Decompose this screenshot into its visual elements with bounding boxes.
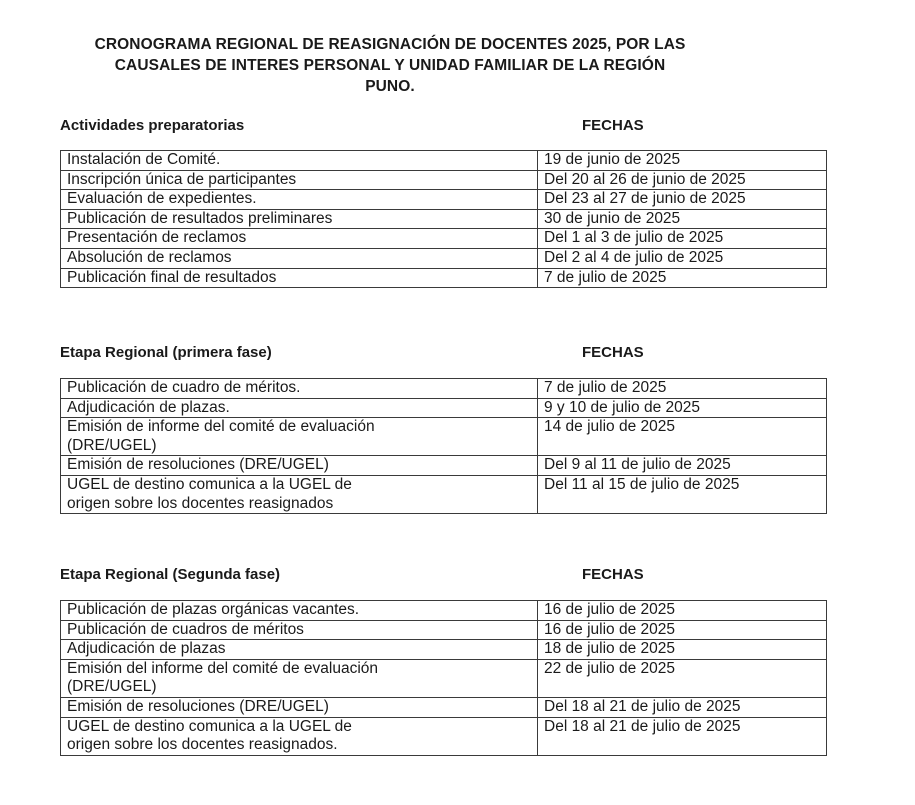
title-line-3: PUNO. [365, 78, 415, 95]
activity-cell: Inscripción única de participantes [61, 170, 538, 190]
activity-cell [61, 717, 538, 755]
date-cell: 22 de julio de 2025 [538, 659, 827, 697]
date-cell: Del 18 al 21 de julio de 2025 [538, 697, 827, 717]
activity-cell: Emisión de resoluciones (DRE/UGEL) [61, 697, 538, 717]
date-cell: 16 de julio de 2025 [538, 620, 827, 640]
activity-line: (DRE/UGEL) [67, 436, 157, 454]
activity-line: UGEL de destino comunica a la UGEL de [67, 475, 352, 493]
table-row [61, 697, 827, 717]
table-row [61, 268, 827, 288]
fechas-label: FECHAS [582, 566, 644, 583]
table-row [61, 379, 827, 399]
date-cell: 18 de julio de 2025 [538, 640, 827, 660]
table-row [61, 620, 827, 640]
activity-cell: Publicación de cuadros de méritos [61, 620, 538, 640]
date-cell: 7 de julio de 2025 [538, 379, 827, 399]
table-row [61, 229, 827, 249]
table-row [61, 398, 827, 418]
activity-cell: Publicación de resultados preliminares [61, 209, 538, 229]
table-row [61, 601, 827, 621]
date-cell: 19 de junio de 2025 [538, 151, 827, 171]
date-cell: 7 de julio de 2025 [538, 268, 827, 288]
table-row [61, 475, 827, 513]
date-cell: Del 20 al 26 de junio de 2025 [538, 170, 827, 190]
table-row [61, 209, 827, 229]
table-row [61, 456, 827, 476]
date-cell: 16 de julio de 2025 [538, 601, 827, 621]
title-line-1: CRONOGRAMA REGIONAL DE REASIGNACIÓN DE DOCENTES 2025, POR LAS [94, 36, 686, 53]
date-cell: Del 18 al 21 de julio de 2025 [538, 717, 827, 755]
activity-cell: Publicación de cuadro de méritos. [61, 379, 538, 399]
date-cell: Del 11 al 15 de julio de 2025 [538, 475, 827, 513]
table-row [61, 190, 827, 210]
section-header [60, 117, 825, 139]
activity-cell: Publicación de plazas orgánicas vacantes. [61, 601, 538, 621]
activity-line: origen sobre los docentes reasignados [67, 494, 334, 512]
table-row [61, 659, 827, 697]
activity-cell: Evaluación de expedientes. [61, 190, 538, 210]
section-header [60, 566, 825, 588]
table-row [61, 248, 827, 268]
activity-cell: Publicación final de resultados [61, 268, 538, 288]
activity-cell: Instalación de Comité. [61, 151, 538, 171]
schedule-table-segunda-fase [60, 600, 827, 756]
activity-cell [61, 475, 538, 513]
section-heading: Actividades preparatorias [60, 117, 245, 134]
date-cell: 30 de junio de 2025 [538, 209, 827, 229]
document-title [40, 34, 740, 97]
activity-line: origen sobre los docentes reasignados. [67, 736, 338, 754]
table-row [61, 717, 827, 755]
activity-cell [61, 418, 538, 456]
activity-line: Emisión de informe del comité de evaluación [67, 418, 375, 436]
activity-cell [61, 659, 538, 697]
activity-cell: Emisión de resoluciones (DRE/UGEL) [61, 456, 538, 476]
date-cell: Del 9 al 11 de julio de 2025 [538, 456, 827, 476]
section-actividades-preparatorias [60, 117, 825, 286]
table-row [61, 640, 827, 660]
activity-cell: Absolución de reclamos [61, 248, 538, 268]
date-cell: Del 2 al 4 de julio de 2025 [538, 248, 827, 268]
section-heading: Etapa Regional (Segunda fase) [60, 566, 281, 583]
activity-line: UGEL de destino comunica a la UGEL de [67, 717, 352, 735]
section-heading: Etapa Regional (primera fase) [60, 344, 272, 361]
fechas-label: FECHAS [582, 117, 644, 134]
fechas-label: FECHAS [582, 344, 644, 361]
schedule-table-preparatorias [60, 150, 827, 288]
activity-line: (DRE/UGEL) [67, 678, 157, 696]
table-row [61, 418, 827, 456]
section-header [60, 344, 825, 366]
section-etapa-regional-segunda [60, 566, 825, 754]
section-etapa-regional-primera [60, 344, 825, 512]
date-cell: 9 y 10 de julio de 2025 [538, 398, 827, 418]
activity-line: Emisión del informe del comité de evaluación [67, 659, 379, 677]
schedule-table-primera-fase [60, 378, 827, 514]
activity-cell: Adjudicación de plazas [61, 640, 538, 660]
activity-cell: Presentación de reclamos [61, 229, 538, 249]
date-cell: Del 23 al 27 de junio de 2025 [538, 190, 827, 210]
activity-cell: Adjudicación de plazas. [61, 398, 538, 418]
date-cell: Del 1 al 3 de julio de 2025 [538, 229, 827, 249]
title-line-2: CAUSALES DE INTERES PERSONAL Y UNIDAD FAMILIAR DE LA REGIÓN [114, 57, 666, 74]
table-row [61, 170, 827, 190]
table-row [61, 151, 827, 171]
date-cell: 14 de julio de 2025 [538, 418, 827, 456]
